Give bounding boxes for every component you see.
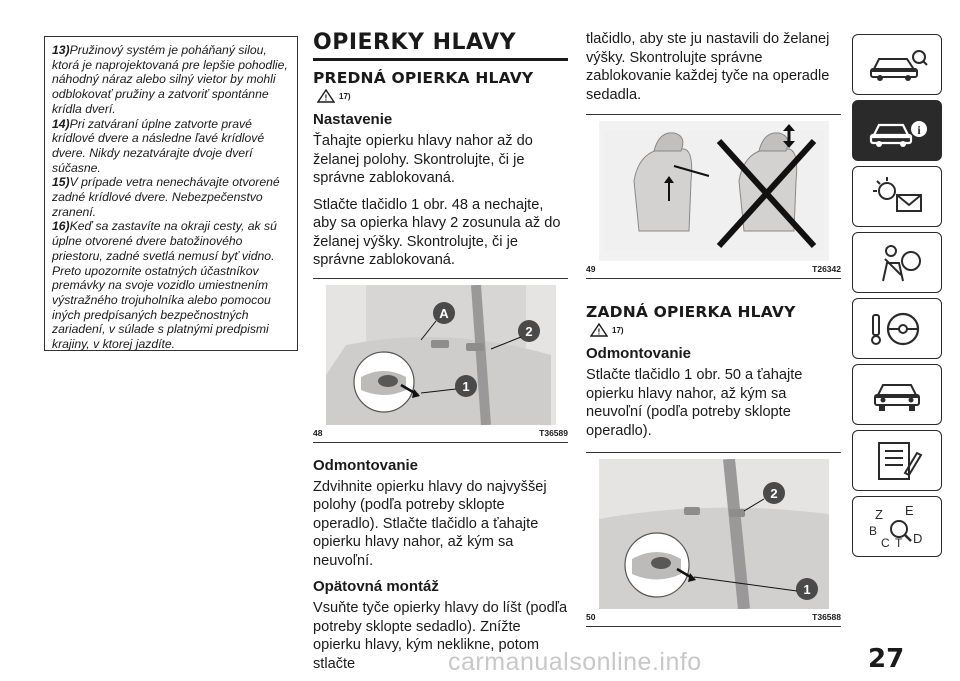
- tab-car-info[interactable]: [852, 100, 942, 161]
- front-warning-ref: ! 17): [317, 89, 568, 103]
- index-az-icon: [865, 503, 929, 551]
- refit-paragraph: Vsuňte tyče opierky hlavy do líšt (podľa potreby sklopte sedadlo). Znížte opierku hlavy, kým neklikne, potom stlačte: [313, 600, 568, 672]
- figure-50-caption: 50 T36588: [586, 609, 841, 627]
- figure-49-image: [599, 121, 829, 261]
- warning-13: 13)Pružinový systém je poháňaný silou, ktorá je naprojektovaná pre lepšie pohodlie, náhodný náraz alebo silný vietor by mohli odblokovať pružiny a zatvoriť spontánne krídla dverí.: [52, 43, 288, 116]
- removal-paragraph: Zdvihnite opierku hlavy do najvyššej polohy (podľa potreby sklopte operadlo). Stlačte tlačidlo a ťahajte opierku hlavy nahor, až kým sa neuvoľní.: [313, 478, 547, 569]
- rear-headrest-title: ZADNÁ OPIERKA HLAVY: [586, 303, 796, 321]
- svg-text:D: D: [913, 530, 923, 546]
- tab-emergency[interactable]: [852, 364, 942, 425]
- lights-warning-icon: [865, 175, 929, 219]
- warning-notes-box: [44, 36, 298, 351]
- section-title: OPIERKY HLAVY: [313, 30, 568, 61]
- figure-48-image: [326, 285, 556, 425]
- checklist-icon: [865, 439, 929, 483]
- car-overview-icon: [865, 45, 929, 85]
- svg-text:1: 1: [461, 378, 470, 394]
- warning-15: 15)V prípade vetra nenechávajte otvorené zadné krídlové dvere. Nebezpečenstvo zranení.: [52, 175, 280, 219]
- setting-paragraph-1: Ťahajte opierku hlavy nahor až do želanej polohy. Skontrolujte, či je správne zablokovaná.: [313, 133, 533, 186]
- figure-50: [586, 452, 841, 627]
- tab-safety[interactable]: [852, 232, 942, 293]
- warning-14: 14)Pri zatváraní úplne zatvorte pravé krídlové dvere a následne ľavé krídlové dvere. Nikdy nezatvárajte dvoje dverí súčasne.: [52, 116, 265, 175]
- figure-48: [313, 278, 568, 443]
- car-info-icon: [865, 111, 929, 151]
- figure-48-caption: 48 T36589: [313, 425, 568, 443]
- right-column: [586, 30, 841, 627]
- svg-text:!: !: [597, 327, 601, 337]
- page-number: 27: [868, 644, 905, 674]
- chapter-tabs: [852, 34, 942, 562]
- rear-removal-paragraph: Stlačte tlačidlo 1 obr. 50 a ťahajte opierku hlavy nahor, až kým sa neuvoľní (podľa potreby sklopte operadlo).: [586, 367, 803, 439]
- setting-paragraph-2: Stlačte tlačidlo 1 obr. 48 a nechajte, aby sa opierka hlavy 2 zosunula až do želanej výšky. Skontrolujte, či je správne zablokovaná.: [313, 196, 561, 268]
- tab-starting-driving[interactable]: [852, 298, 942, 359]
- tab-car-overview[interactable]: [852, 34, 942, 95]
- watermark: carmanualsonline.info: [448, 648, 702, 676]
- svg-text:T: T: [895, 535, 903, 550]
- setting-heading: Nastavenie: [313, 111, 393, 128]
- headrest-button-illustration: [326, 285, 556, 425]
- refit-continuation-paragraph: tlačidlo, aby ste ju nastavili do želanej výšky. Skontrolujte správne zablokovanie každej tyče na operadle sedadla.: [586, 31, 830, 103]
- tab-lights-warning[interactable]: [852, 166, 942, 227]
- warning-16: 16)Keď sa zastavíte na okraji cesty, ak sú úplne otvorené dvere batožinového priestoru, zadné svetlá nemusí byť vidno. Preto upozornite ostatných účastníkov premávky na svoje vozidlo umiestnením výstražného trojuholníka alebo pomocou iných predpísaných bezpečnostných zariadení, v súlade s platnými predpismi krajiny, v ktorej jazdíte.: [52, 219, 277, 352]
- svg-text:E: E: [905, 502, 914, 518]
- headrest-adjust-illustration: [599, 121, 829, 261]
- figure-49-caption: 49 T26342: [586, 261, 841, 279]
- refit-heading: Opätovná montáž: [313, 578, 439, 595]
- svg-text:i: i: [917, 122, 921, 137]
- steering-key-icon: [865, 307, 929, 351]
- front-headrest-title: PREDNÁ OPIERKA HLAVY: [313, 69, 534, 87]
- removal-heading: Odmontovanie: [313, 456, 419, 474]
- airbag-icon: [865, 241, 929, 285]
- svg-text:B: B: [869, 523, 878, 538]
- figure-49: [586, 114, 841, 279]
- svg-text:!: !: [324, 93, 328, 103]
- middle-column: [313, 30, 568, 681]
- warning-triangle-icon: [317, 89, 335, 103]
- rear-warning-ref: ! 17): [590, 323, 841, 337]
- rear-removal-heading: Odmontovanie: [586, 345, 692, 362]
- svg-text:A: A: [438, 305, 449, 321]
- svg-text:1: 1: [802, 582, 811, 597]
- tab-maintenance[interactable]: [852, 430, 942, 491]
- rear-headrest-button-illustration: [599, 459, 829, 609]
- car-front-icon: [865, 375, 929, 415]
- svg-text:C: C: [881, 535, 890, 550]
- svg-text:2: 2: [769, 486, 778, 501]
- svg-text:Z: Z: [875, 506, 883, 522]
- svg-text:2: 2: [524, 323, 533, 339]
- warning-triangle-icon: [590, 323, 608, 337]
- figure-50-image: [599, 459, 829, 609]
- tab-index[interactable]: [852, 496, 942, 557]
